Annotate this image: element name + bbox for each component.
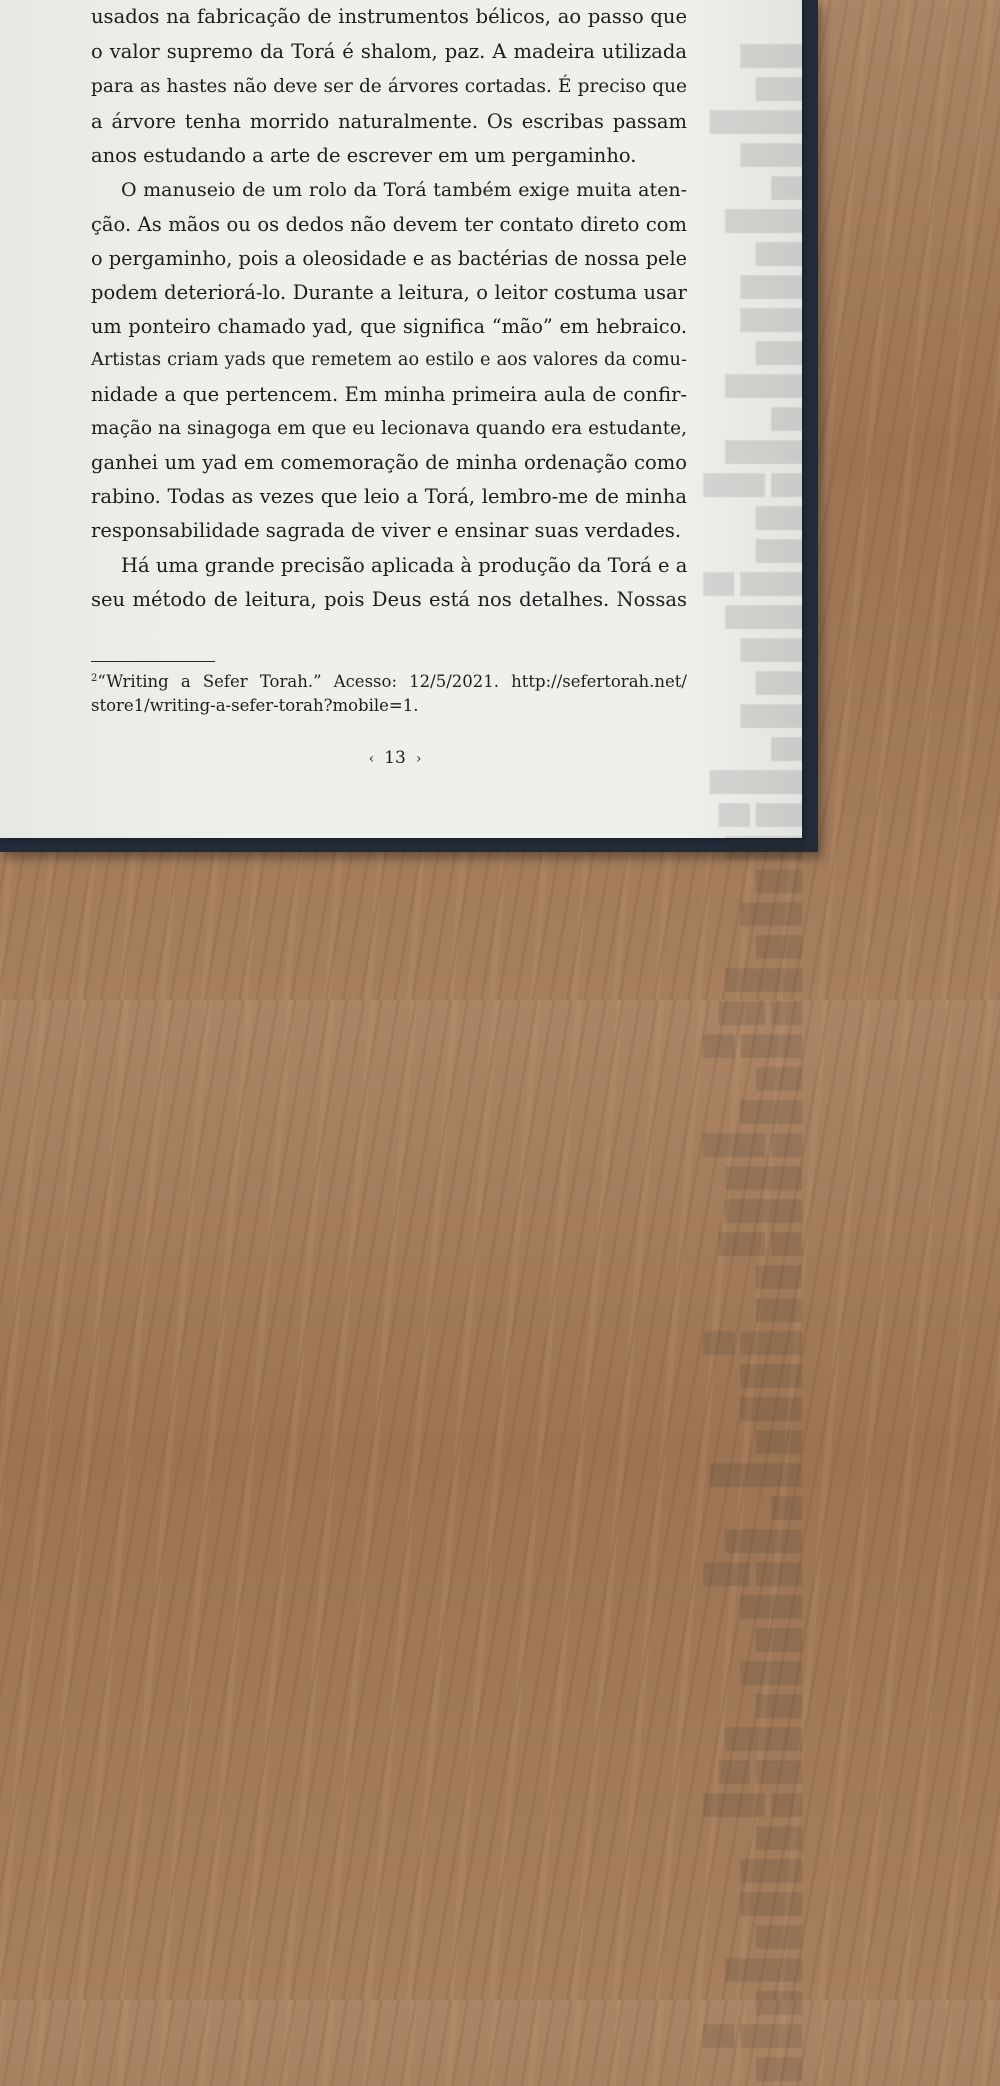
body-line: rabino. Todas as vezes que leio a Torá, lembro-me de minha <box>91 485 687 508</box>
footnote-line: store1/writing-a-sefer-torah?mobile=1. <box>91 696 419 715</box>
body-line: Há uma grande precisão aplicada à produção da Torá e a <box>121 554 688 577</box>
footnote-marker: 2 <box>91 673 98 684</box>
body-line: o valor supremo da Torá é shalom, paz. A madeira utilizada <box>91 40 687 63</box>
footnote-line <box>91 665 687 692</box>
body-line: O manuseio de um rolo da Torá também exige muita aten- <box>121 179 687 201</box>
chevron-left-icon: ‹ <box>368 751 375 767</box>
body-line: mação na sinagoga em que eu lecionava quando era estudante, <box>91 418 687 439</box>
chevron-right-icon: › <box>415 751 422 767</box>
body-line: ganhei um yad em comemoração de minha ordenação como <box>91 451 687 474</box>
body-line: nidade a que pertencem. Em minha primeira aula de confir- <box>91 383 687 406</box>
body-line: para as hastes não deve ser de árvores cortadas. É preciso que <box>91 76 687 97</box>
body-line: um ponteiro chamado yad, que significa “mão” em hebraico. <box>91 315 687 338</box>
body-line: ção. As mãos ou os dedos não devem ter contato direto com <box>91 213 687 236</box>
footnote-rule <box>91 661 215 662</box>
show-through-text: ████ ███ ██████ ████ ██ █████ ███ ████ ████ ███ █████ ██ █████ ██ ████ ███ ███ ████ ██ █████ ████ ███ ████ ██ ██████ ███ ██ █████ ███ ████ ███ █████ ██ ███ ████ ██ ███ ████ ██ ████ █████ █████ ██ ███ ███ ███ ████ ██ ████ ████ ███ ██████ ██ █████ ███ ███ ████ ███ ████ ███ █████ ███ ██ ██ ████ ███ ████ ████ ███ █████ ███ ████ ██ ███ <box>703 44 802 2081</box>
body-line: seu método de leitura, pois Deus está nos detalhes. Nossas <box>91 588 687 611</box>
body-line: a árvore tenha morrido naturalmente. Os escribas passam <box>91 110 687 133</box>
body-line: usados na fabricação de instrumentos bélicos, ao passo que <box>91 5 687 28</box>
body-line: responsabilidade sagrada de viver e ensinar suas verdades. <box>91 519 682 542</box>
body-line: anos estudando a arte de escrever em um pergaminho. <box>91 144 637 167</box>
body-line: o pergaminho, pois a oleosidade e as bactérias de nossa pele <box>91 247 687 270</box>
page-number <box>340 744 450 772</box>
page-number-value: 13 <box>384 748 406 768</box>
body-line: Artistas criam yads que remetem ao estilo e aos valores da comu- <box>91 350 687 370</box>
body-line: podem deteriorá-lo. Durante a leitura, o leitor costuma usar <box>91 281 687 304</box>
footnote-text: “Writing a Sefer Torah.” Acesso: 12/5/2021. http://sefertorah.net/ <box>97 672 687 691</box>
